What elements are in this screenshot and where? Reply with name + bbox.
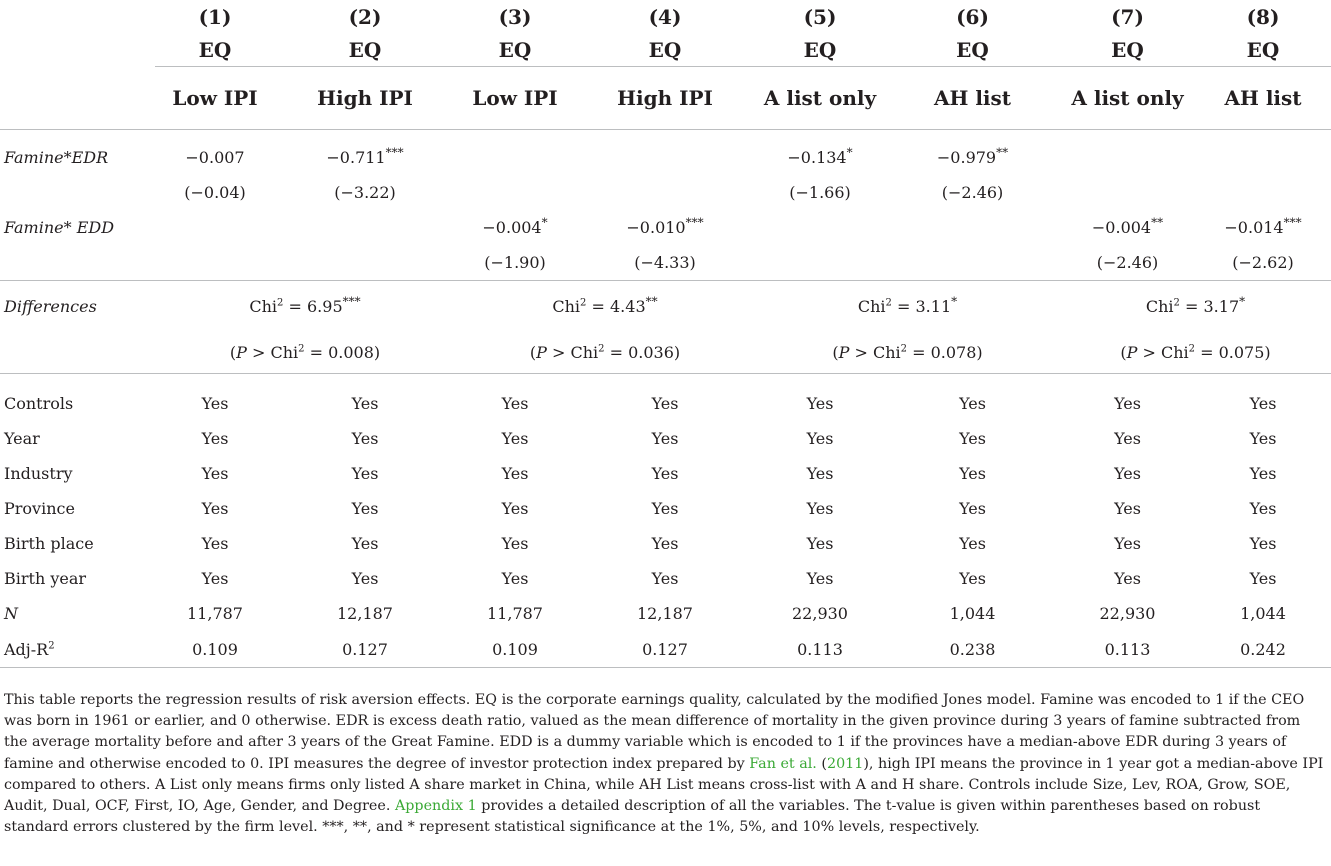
column-number: (8) (1246, 5, 1280, 29)
row-label: Birth place (4, 534, 94, 553)
control-cell: Yes (959, 499, 986, 518)
adj-r2-cell: 0.238 (885, 631, 1060, 668)
coefficient-cell (455, 210, 575, 245)
chi-label: Chi (857, 296, 886, 316)
p-label: P (1126, 342, 1138, 362)
control-cell: Yes (501, 569, 529, 588)
control-cell: Yes (201, 394, 229, 413)
coefficient-value: −0.004 (1091, 218, 1152, 237)
p-value: 0.075 (1218, 342, 1265, 362)
control-cell: Yes (959, 464, 986, 483)
note-text-2: ( (816, 755, 827, 772)
coefficient-value: −0.004 (482, 218, 542, 237)
p-label: P (536, 342, 547, 362)
chi-square-cell: Chi$^2$ = 3.11* (857, 294, 958, 316)
control-cell: Yes (201, 534, 229, 553)
coefficient-cell (155, 210, 275, 245)
p-value: 0.036 (628, 342, 674, 362)
control-cell: Yes (201, 429, 229, 448)
chi-value: 6.95 (307, 296, 343, 316)
adj-r2-row (0, 631, 1331, 668)
coefficient-cell (275, 210, 455, 245)
column-group-label: A list only (755, 67, 885, 130)
row-label: Famine*EDR (4, 148, 109, 167)
chi-label: Chi (249, 296, 278, 316)
control-cell: Yes (351, 569, 379, 588)
control-cell: Yes (806, 394, 834, 413)
chi-label: Chi (1145, 296, 1174, 316)
t-value-cell: (−2.62) (1195, 245, 1331, 281)
column-group-label: AH list (1195, 67, 1331, 130)
observations-cell: 11,787 (187, 604, 243, 623)
p-value-cell: (P > Chi$^2$ = 0.008) (155, 331, 455, 374)
significance-stars: * (951, 294, 958, 309)
control-cell: Yes (201, 464, 229, 483)
adj-r2-cell: 0.109 (455, 631, 575, 668)
control-row (0, 561, 1331, 596)
note-text-4: provides a detailed description of all the variables. The t-value is given within parentheses based on robust standard errors clustered by the firm level. ***, **, and * represent statistical significance at the 1%, 5%, and 10% levels, respectively. (4, 798, 1261, 836)
control-cell: Yes (806, 534, 834, 553)
significance-stars: * (846, 145, 853, 160)
spacer-row (0, 130, 1331, 141)
column-group-label: High IPI (275, 67, 455, 130)
coefficient-row (0, 140, 1331, 175)
observations-row (0, 596, 1331, 631)
column-dependent-variable: EQ (755, 34, 885, 67)
coefficient-cell (575, 140, 755, 175)
column-group-label: AH list (885, 67, 1060, 130)
control-row (0, 456, 1331, 491)
t-value-cell (575, 175, 755, 210)
chi-value: 4.43 (610, 296, 646, 316)
column-number: (4) (648, 5, 682, 29)
p-value: 0.008 (328, 342, 374, 362)
table-footnote (4, 690, 1326, 838)
chi-square-cell: Chi$^2$ = 6.95*** (249, 294, 361, 316)
header-blank (0, 34, 155, 67)
coefficient-value: −0.979 (936, 148, 997, 167)
column-dependent-variable: EQ (155, 34, 275, 67)
significance-stars: * (541, 215, 548, 230)
column-dependent-variable: EQ (885, 34, 1060, 67)
control-cell: Yes (1249, 499, 1277, 518)
control-cell: Yes (1114, 499, 1141, 518)
column-number: (2) (348, 5, 382, 29)
control-cell: Yes (1249, 429, 1277, 448)
control-cell: Yes (501, 394, 529, 413)
column-number: (3) (498, 5, 532, 29)
control-cell: Yes (351, 499, 379, 518)
header-row-groups (0, 67, 1331, 130)
column-group-label: Low IPI (155, 67, 275, 130)
citation-link-fan[interactable]: Fan et al. (749, 755, 817, 772)
row-label: Adj-$R^2$ (0, 631, 155, 668)
coefficient-cell (755, 210, 885, 245)
coefficient-cell (755, 140, 885, 175)
p-value-cell: (P > Chi$^2$ = 0.036) (455, 331, 755, 374)
coefficient-cell (1195, 140, 1331, 175)
differences-chi-row (0, 281, 1331, 332)
coefficient-cell (575, 210, 755, 245)
chi-label: Chi (552, 296, 581, 316)
control-cell: Yes (651, 534, 679, 553)
control-cell: Yes (501, 534, 529, 553)
column-number: (7) (1111, 5, 1144, 29)
coefficient-value: −0.134 (787, 148, 847, 167)
control-cell: Yes (959, 394, 986, 413)
control-cell: Yes (501, 464, 529, 483)
column-dependent-variable: EQ (1060, 34, 1195, 67)
note-text-3: ), high IPI means the province in 1 year got a median-above IPI compared to others. A List only means firms only listed A share market in China, while AH List means cross-list with A and H share. Controls include Size, Lev, ROA, Grow, SOE, Audit, Dual, OCF, First, IO, Age, Gender, and Degree. (4, 755, 1324, 815)
control-cell: Yes (501, 429, 529, 448)
significance-stars: ** (645, 294, 658, 309)
control-cell: Yes (651, 569, 679, 588)
control-cell: Yes (201, 569, 229, 588)
p-label: P (236, 342, 247, 362)
control-cell: Yes (959, 429, 986, 448)
control-cell: Yes (1114, 429, 1141, 448)
control-cell: Yes (501, 499, 529, 518)
header-row-numbers (0, 0, 1331, 34)
control-row (0, 491, 1331, 526)
control-cell: Yes (651, 464, 679, 483)
chi-square-cell: Chi$^2$ = 4.43** (552, 294, 658, 316)
coefficient-value: −0.711 (326, 148, 386, 167)
t-value-cell (885, 245, 1060, 281)
control-cell: Yes (1114, 464, 1141, 483)
adj-r2-cell: 0.113 (1060, 631, 1195, 668)
t-value-row (0, 175, 1331, 210)
observations-cell: 1,044 (1240, 604, 1286, 623)
coefficient-cell (455, 140, 575, 175)
column-dependent-variable: EQ (455, 34, 575, 67)
row-label: N (4, 604, 18, 623)
control-cell: Yes (959, 569, 986, 588)
coefficient-cell (1195, 210, 1331, 245)
t-value-cell (1060, 175, 1195, 210)
t-value-cell: (−2.46) (941, 183, 1004, 202)
significance-stars: ** (1151, 215, 1164, 230)
observations-cell: 1,044 (949, 604, 996, 623)
coefficient-cell (885, 140, 1060, 175)
control-row (0, 421, 1331, 456)
coefficient-value: −0.007 (185, 148, 245, 167)
control-cell: Yes (806, 464, 834, 483)
control-cell: Yes (351, 394, 379, 413)
control-cell: Yes (1249, 534, 1277, 553)
column-dependent-variable: EQ (1195, 34, 1331, 67)
t-value-cell (275, 245, 455, 281)
coefficient-cell (885, 210, 1060, 245)
header-blank (0, 0, 155, 34)
column-number: (1) (198, 5, 232, 29)
observations-cell: 22,930 (1099, 604, 1156, 623)
chi-value: 3.17 (1203, 296, 1240, 316)
observations-cell: 22,930 (792, 604, 848, 623)
observations-cell: 11,787 (487, 604, 543, 623)
row-label: Famine* EDD (4, 218, 115, 237)
control-cell: Yes (651, 499, 679, 518)
significance-stars: * (1239, 294, 1246, 309)
row-label: Year (4, 429, 40, 448)
column-number: (5) (803, 5, 837, 29)
column-group-label: A list only (1060, 67, 1195, 130)
column-number: (6) (956, 5, 989, 29)
control-row (0, 526, 1331, 561)
p-value: 0.078 (930, 342, 977, 362)
adj-r2-cell: 0.127 (275, 631, 455, 668)
p-label: P (838, 342, 850, 362)
column-dependent-variable: EQ (275, 34, 455, 67)
column-group-label: High IPI (575, 67, 755, 130)
header-blank (0, 67, 155, 130)
coefficient-value: −0.010 (626, 218, 686, 237)
t-value-cell: (−0.04) (184, 183, 246, 202)
control-cell: Yes (351, 429, 379, 448)
control-cell: Yes (806, 499, 834, 518)
significance-stars: *** (342, 294, 361, 309)
significance-stars: *** (385, 145, 404, 160)
observations-cell: 12,187 (637, 604, 693, 623)
significance-stars: *** (1283, 215, 1302, 230)
appendix-link[interactable]: Appendix 1 (394, 798, 477, 815)
t-value-cell: (−3.22) (334, 183, 396, 202)
coefficient-cell (1060, 210, 1195, 245)
coefficient-value: −0.014 (1224, 218, 1284, 237)
coefficient-row (0, 210, 1331, 245)
p-value-cell: (P > Chi$^2$ = 0.075) (1060, 331, 1331, 374)
t-value-row (0, 245, 1331, 281)
adj-r2-cell: 0.113 (755, 631, 885, 668)
t-value-cell: (−4.33) (575, 245, 755, 281)
control-cell: Yes (1114, 569, 1141, 588)
control-cell: Yes (651, 394, 679, 413)
control-cell: Yes (351, 464, 379, 483)
coefficient-cell (275, 140, 455, 175)
chi-value: 3.11 (915, 296, 952, 316)
t-value-cell: (−1.66) (789, 183, 851, 202)
adj-r2-cell: 0.242 (1195, 631, 1331, 668)
coefficient-cell (1060, 140, 1195, 175)
significance-stars: ** (996, 145, 1009, 160)
adj-r2-cell: 0.127 (575, 631, 755, 668)
column-dependent-variable: EQ (575, 34, 755, 67)
control-cell: Yes (806, 569, 834, 588)
control-cell: Yes (1249, 394, 1277, 413)
control-row (0, 386, 1331, 421)
significance-stars: *** (685, 215, 704, 230)
differences-p-row (0, 331, 1331, 374)
citation-link-year[interactable]: 2011 (826, 755, 864, 772)
control-cell: Yes (1114, 534, 1141, 553)
t-value-cell (155, 245, 275, 281)
control-cell: Yes (651, 429, 679, 448)
adj-r2-cell: 0.109 (155, 631, 275, 668)
control-cell: Yes (1114, 394, 1141, 413)
control-cell: Yes (959, 534, 986, 553)
row-label: Controls (4, 394, 74, 413)
note-text-1: This table reports the regression results of risk aversion effects. EQ is the corporate earnings quality, calculated by the modified Jones model. Famine was encoded to 1 if the CEO was born in 1961 or earlier, and 0 otherwise. EDR is excess death ratio, valued as the mean difference of mortality in the given province during 3 years of famine subtracted from the average mortality before and after 3 years of the Great Famine. EDD is a dummy variable which is encoded to 1 if the provinces have a median-above EDR during 3 years of famine and otherwise encoded to 0. IPI measures the degree of investor protection index prepared by (4, 692, 1305, 772)
control-cell: Yes (351, 534, 379, 553)
control-cell: Yes (201, 499, 229, 518)
t-value-cell (455, 175, 575, 210)
p-value-cell: (P > Chi$^2$ = 0.078) (755, 331, 1060, 374)
t-value-cell (755, 245, 885, 281)
row-label: Industry (4, 464, 73, 483)
row-label: Birth year (4, 569, 87, 588)
column-group-label: Low IPI (455, 67, 575, 130)
observations-cell: 12,187 (337, 604, 393, 623)
control-cell: Yes (1249, 464, 1277, 483)
chi-square-cell: Chi$^2$ = 3.17* (1145, 294, 1246, 316)
t-value-cell (1195, 175, 1331, 210)
control-cell: Yes (1249, 569, 1277, 588)
spacer-row (0, 374, 1331, 387)
coefficient-cell (155, 140, 275, 175)
header-row-dependent (0, 34, 1331, 67)
row-label: Province (4, 499, 75, 518)
t-value-cell: (−2.46) (1060, 245, 1195, 281)
t-value-cell: (−1.90) (455, 245, 575, 281)
row-label: Differences (4, 296, 97, 316)
control-cell: Yes (806, 429, 834, 448)
